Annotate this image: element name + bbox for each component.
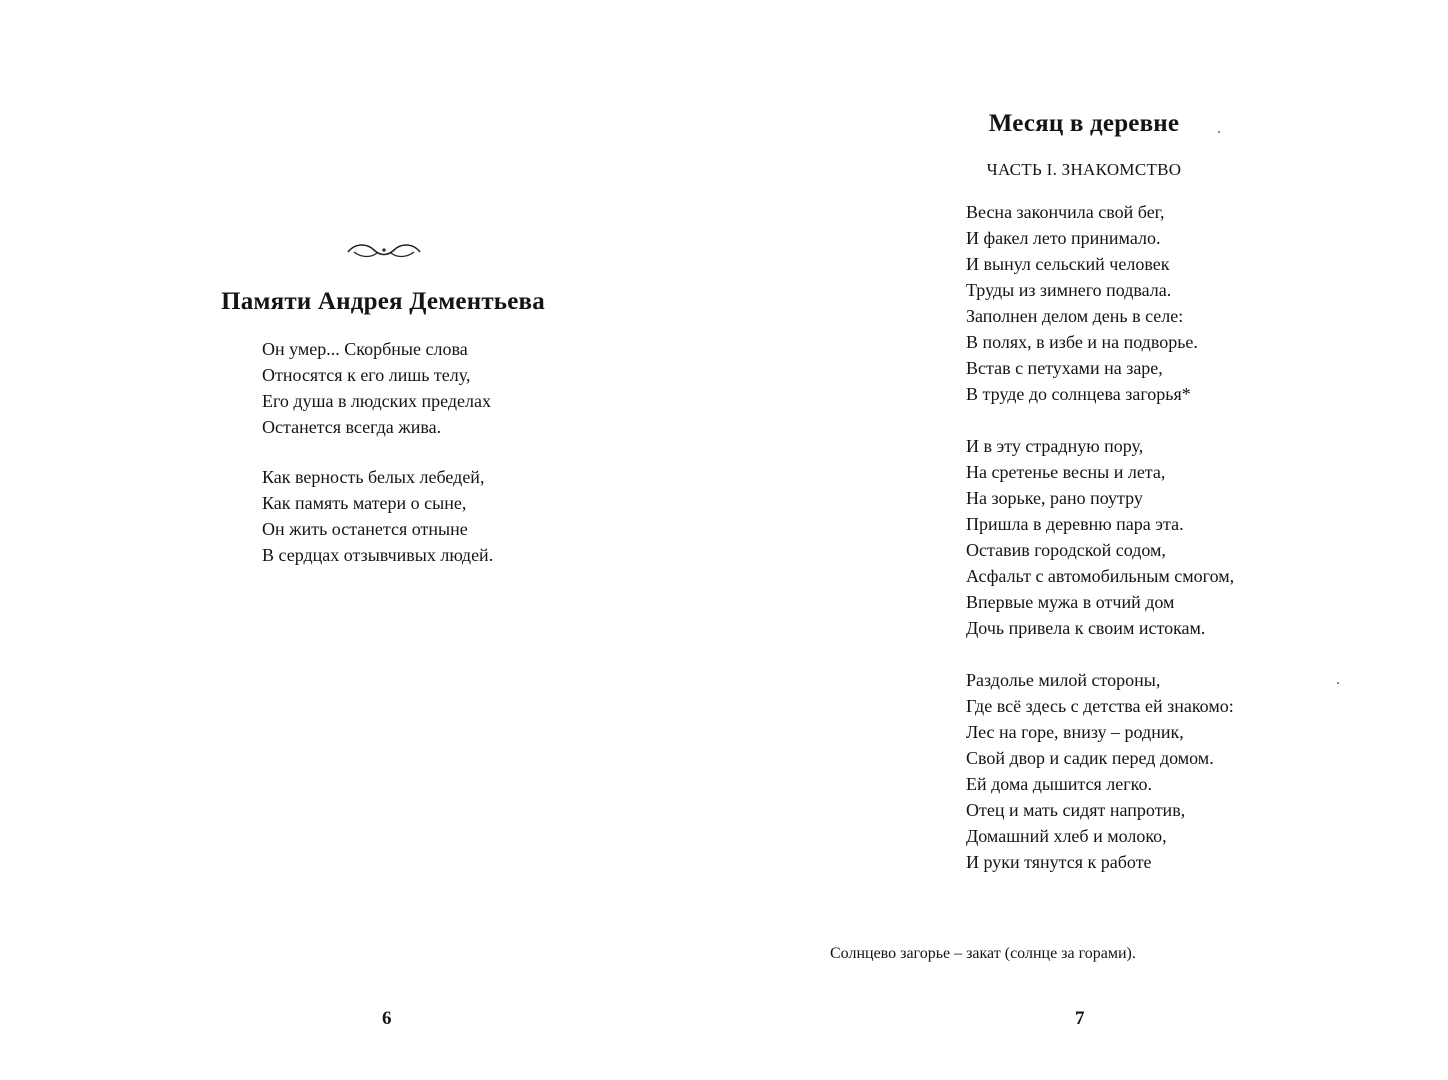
poem-title: Месяц в деревне [988,110,1180,137]
poem-line: И факел лето принимало. [966,228,1161,248]
poem-line: Впервые мужа в отчий дом [966,592,1175,612]
poem-line: И в эту страдную пору, [966,436,1144,456]
poem-line: И вынул сельский человек [966,254,1170,274]
poem-body [966,199,1234,875]
poem-line: Дочь привела к своим истокам. [966,618,1206,638]
poem-line: На зорьке, рано поутру [966,488,1143,508]
poem-line: И руки тянутся к работе [966,852,1152,872]
poem-line: Где всё здесь с детства ей знакомо: [966,696,1234,716]
poem-line: В труде до солнцева загорья* [966,384,1191,404]
page-number: 7 [1075,1008,1085,1029]
poem-line: На сретенье весны и лета, [966,462,1166,482]
footnote: Солнцево загорье – закат (солнце за горами). [830,945,1136,962]
poem-line: Ей дома дышится легко. [966,774,1152,794]
poem-line: Он жить останется отныне [262,519,468,539]
stanza [966,667,1234,875]
poem-line: Останется всегда жива. [262,417,442,437]
poem-line: Он умер... Скорбные слова [262,339,468,359]
poem-line: Как верность белых лебедей, [262,467,485,487]
poem-line: Оставив городской содом, [966,540,1166,560]
poem-line: Свой двор и садик перед домом. [966,748,1214,768]
flourish-ornament-icon [344,238,424,262]
poem-line: Его душа в людских пределах [262,391,491,411]
scan-speck [1218,131,1220,133]
poem-line: В полях, в избе и на подворье. [966,332,1198,352]
scan-speck [1337,682,1339,684]
poem-line: Домашний хлеб и молоко, [966,826,1167,846]
poem-line: Заполнен делом день в селе: [966,306,1184,326]
poem-line: Встав с петухами на заре, [966,358,1163,378]
poem-line: Пришла в деревню пара эта. [966,514,1184,534]
poem-line: Лес на горе, внизу – родник, [966,722,1184,742]
poem-line: Относятся к его лишь телу, [262,365,471,385]
poem-line: Как память матери о сыне, [262,493,467,513]
stanza [966,433,1234,641]
right-page [724,0,1448,1080]
stanza [262,464,493,568]
poem-title: Памяти Андрея Дементьева [221,288,545,315]
stanza [966,199,1234,407]
poem-line: Раздолье милой стороны, [966,670,1161,690]
poem-line: Весна закончила свой бег, [966,202,1165,222]
page-number: 6 [382,1008,392,1029]
poem-line: Труды из зимнего подвала. [966,280,1172,300]
stanza [262,336,493,440]
part-subtitle: ЧАСТЬ I. ЗНАКОМСТВО [986,160,1182,179]
poem-line: Отец и мать сидят напротив, [966,800,1186,820]
poem-line: Асфальт с автомобильным смогом, [966,566,1235,586]
poem-body [262,336,493,568]
poem-line: В сердцах отзывчивых людей. [262,545,494,565]
